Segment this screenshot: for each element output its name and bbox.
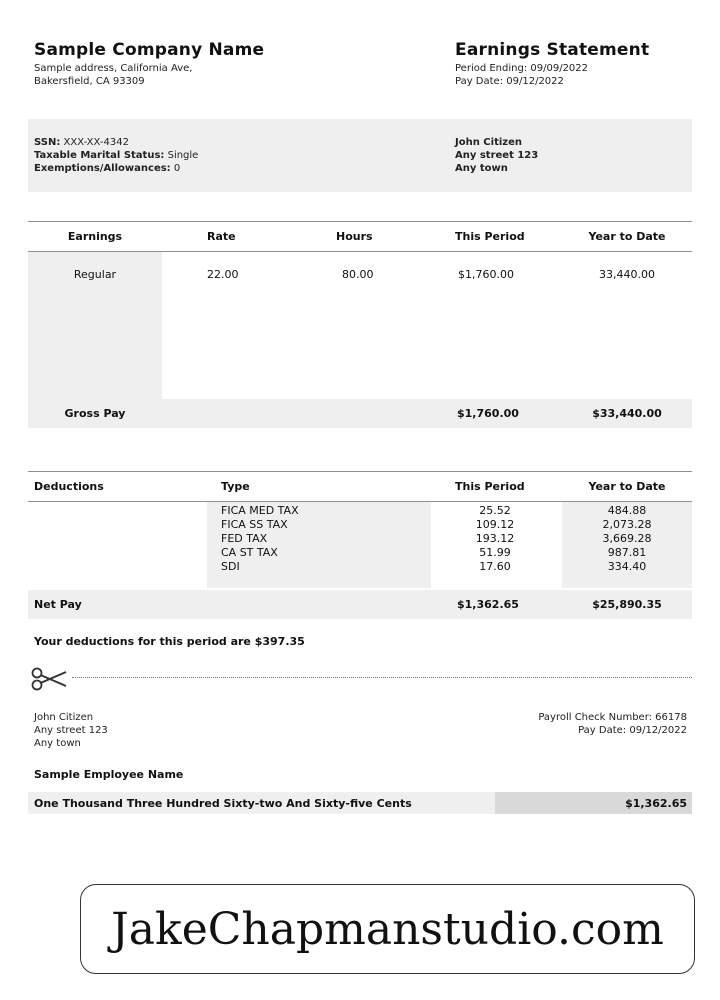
watermark-badge [80, 884, 695, 974]
marital-line [34, 149, 198, 162]
deductions-header-deductions: Deductions [34, 480, 104, 493]
company-address-line1: Sample address, California Ave, [34, 63, 193, 74]
deduction-type: FICA MED TAX [221, 504, 299, 517]
marital-label: Taxable Marital Status: [34, 150, 165, 161]
marital-value: Single [167, 150, 199, 161]
earnings-row-hours: 80.00 [342, 268, 374, 281]
ssn-value: XXX-XX-4342 [63, 137, 129, 148]
check-amount: $1,362.65 [625, 797, 687, 810]
earnings-header-hours: Hours [336, 230, 373, 243]
earnings-header-earnings: Earnings [67, 230, 123, 243]
payee-street: Any street 123 [34, 725, 108, 736]
check-pay-date: Pay Date: 09/12/2022 [578, 725, 687, 736]
earnings-row-ytd: 33,440.00 [599, 268, 655, 281]
employee-town: Any town [455, 163, 508, 174]
deduction-this-period: 17.60 [479, 560, 511, 573]
deductions-top-rule [28, 471, 692, 472]
check-employee-name: Sample Employee Name [34, 768, 184, 781]
watermark-text: JakeChapmanstudio.com [111, 903, 664, 955]
ssn-label: SSN: [34, 137, 61, 148]
payee-town: Any town [34, 738, 81, 749]
deduction-type: CA ST TAX [221, 546, 278, 559]
deduction-type: FED TAX [221, 532, 268, 545]
gross-pay-label: Gross Pay [64, 407, 126, 420]
employee-street: Any street 123 [455, 150, 539, 161]
deductions-summary: Your deductions for this period are $397.35 [34, 635, 305, 648]
deduction-ytd: 334.40 [607, 560, 647, 573]
earnings-header-rate: Rate [207, 230, 236, 243]
deduction-ytd: 987.81 [607, 546, 647, 559]
pay-date: Pay Date: 09/12/2022 [455, 76, 564, 87]
earnings-row-this-period: $1,760.00 [458, 268, 514, 281]
deduction-this-period: 51.99 [479, 546, 511, 559]
deductions-header-ytd: Year to Date [588, 480, 666, 493]
earnings-row-label: Regular [73, 268, 117, 281]
exemptions-line [34, 162, 180, 175]
earnings-top-rule [28, 221, 692, 222]
net-pay-label: Net Pay [34, 598, 82, 611]
company-address-line2: Bakersfield, CA 93309 [34, 76, 145, 87]
amount-words: One Thousand Three Hundred Sixty-two And Sixty-five Cents [34, 797, 412, 810]
deduction-ytd: 484.88 [607, 504, 647, 517]
payee-name: John Citizen [34, 712, 94, 723]
employee-name: John Citizen [455, 137, 523, 148]
statement-title: Earnings Statement [455, 40, 650, 60]
earnings-header-ytd: Year to Date [588, 230, 666, 243]
deductions-header-this-period: This Period [455, 480, 525, 493]
ssn-line [34, 136, 129, 149]
exemptions-value: 0 [173, 163, 181, 174]
check-number: Payroll Check Number: 66178 [538, 712, 687, 723]
gross-pay-this-period: $1,760.00 [457, 407, 519, 420]
net-pay-this-period: $1,362.65 [457, 598, 519, 611]
deduction-this-period: 25.52 [479, 504, 511, 517]
deductions-header-type: Type [221, 480, 250, 493]
scissors-icon [30, 666, 70, 692]
deduction-type: FICA SS TAX [221, 518, 288, 531]
exemptions-label: Exemptions/Allowances: [34, 163, 171, 174]
earnings-row-rate: 22.00 [207, 268, 239, 281]
deduction-type: SDI [221, 560, 240, 573]
net-pay-ytd: $25,890.35 [592, 598, 662, 611]
company-name: Sample Company Name [34, 40, 265, 60]
deduction-ytd: 3,669.28 [602, 532, 652, 545]
deduction-ytd: 2,073.28 [602, 518, 652, 531]
deduction-this-period: 193.12 [475, 532, 515, 545]
gross-pay-ytd: $33,440.00 [592, 407, 662, 420]
period-ending: Period Ending: 09/09/2022 [455, 63, 589, 74]
earnings-header-this-period: This Period [455, 230, 525, 243]
cut-line [72, 677, 692, 678]
deduction-this-period: 109.12 [475, 518, 515, 531]
